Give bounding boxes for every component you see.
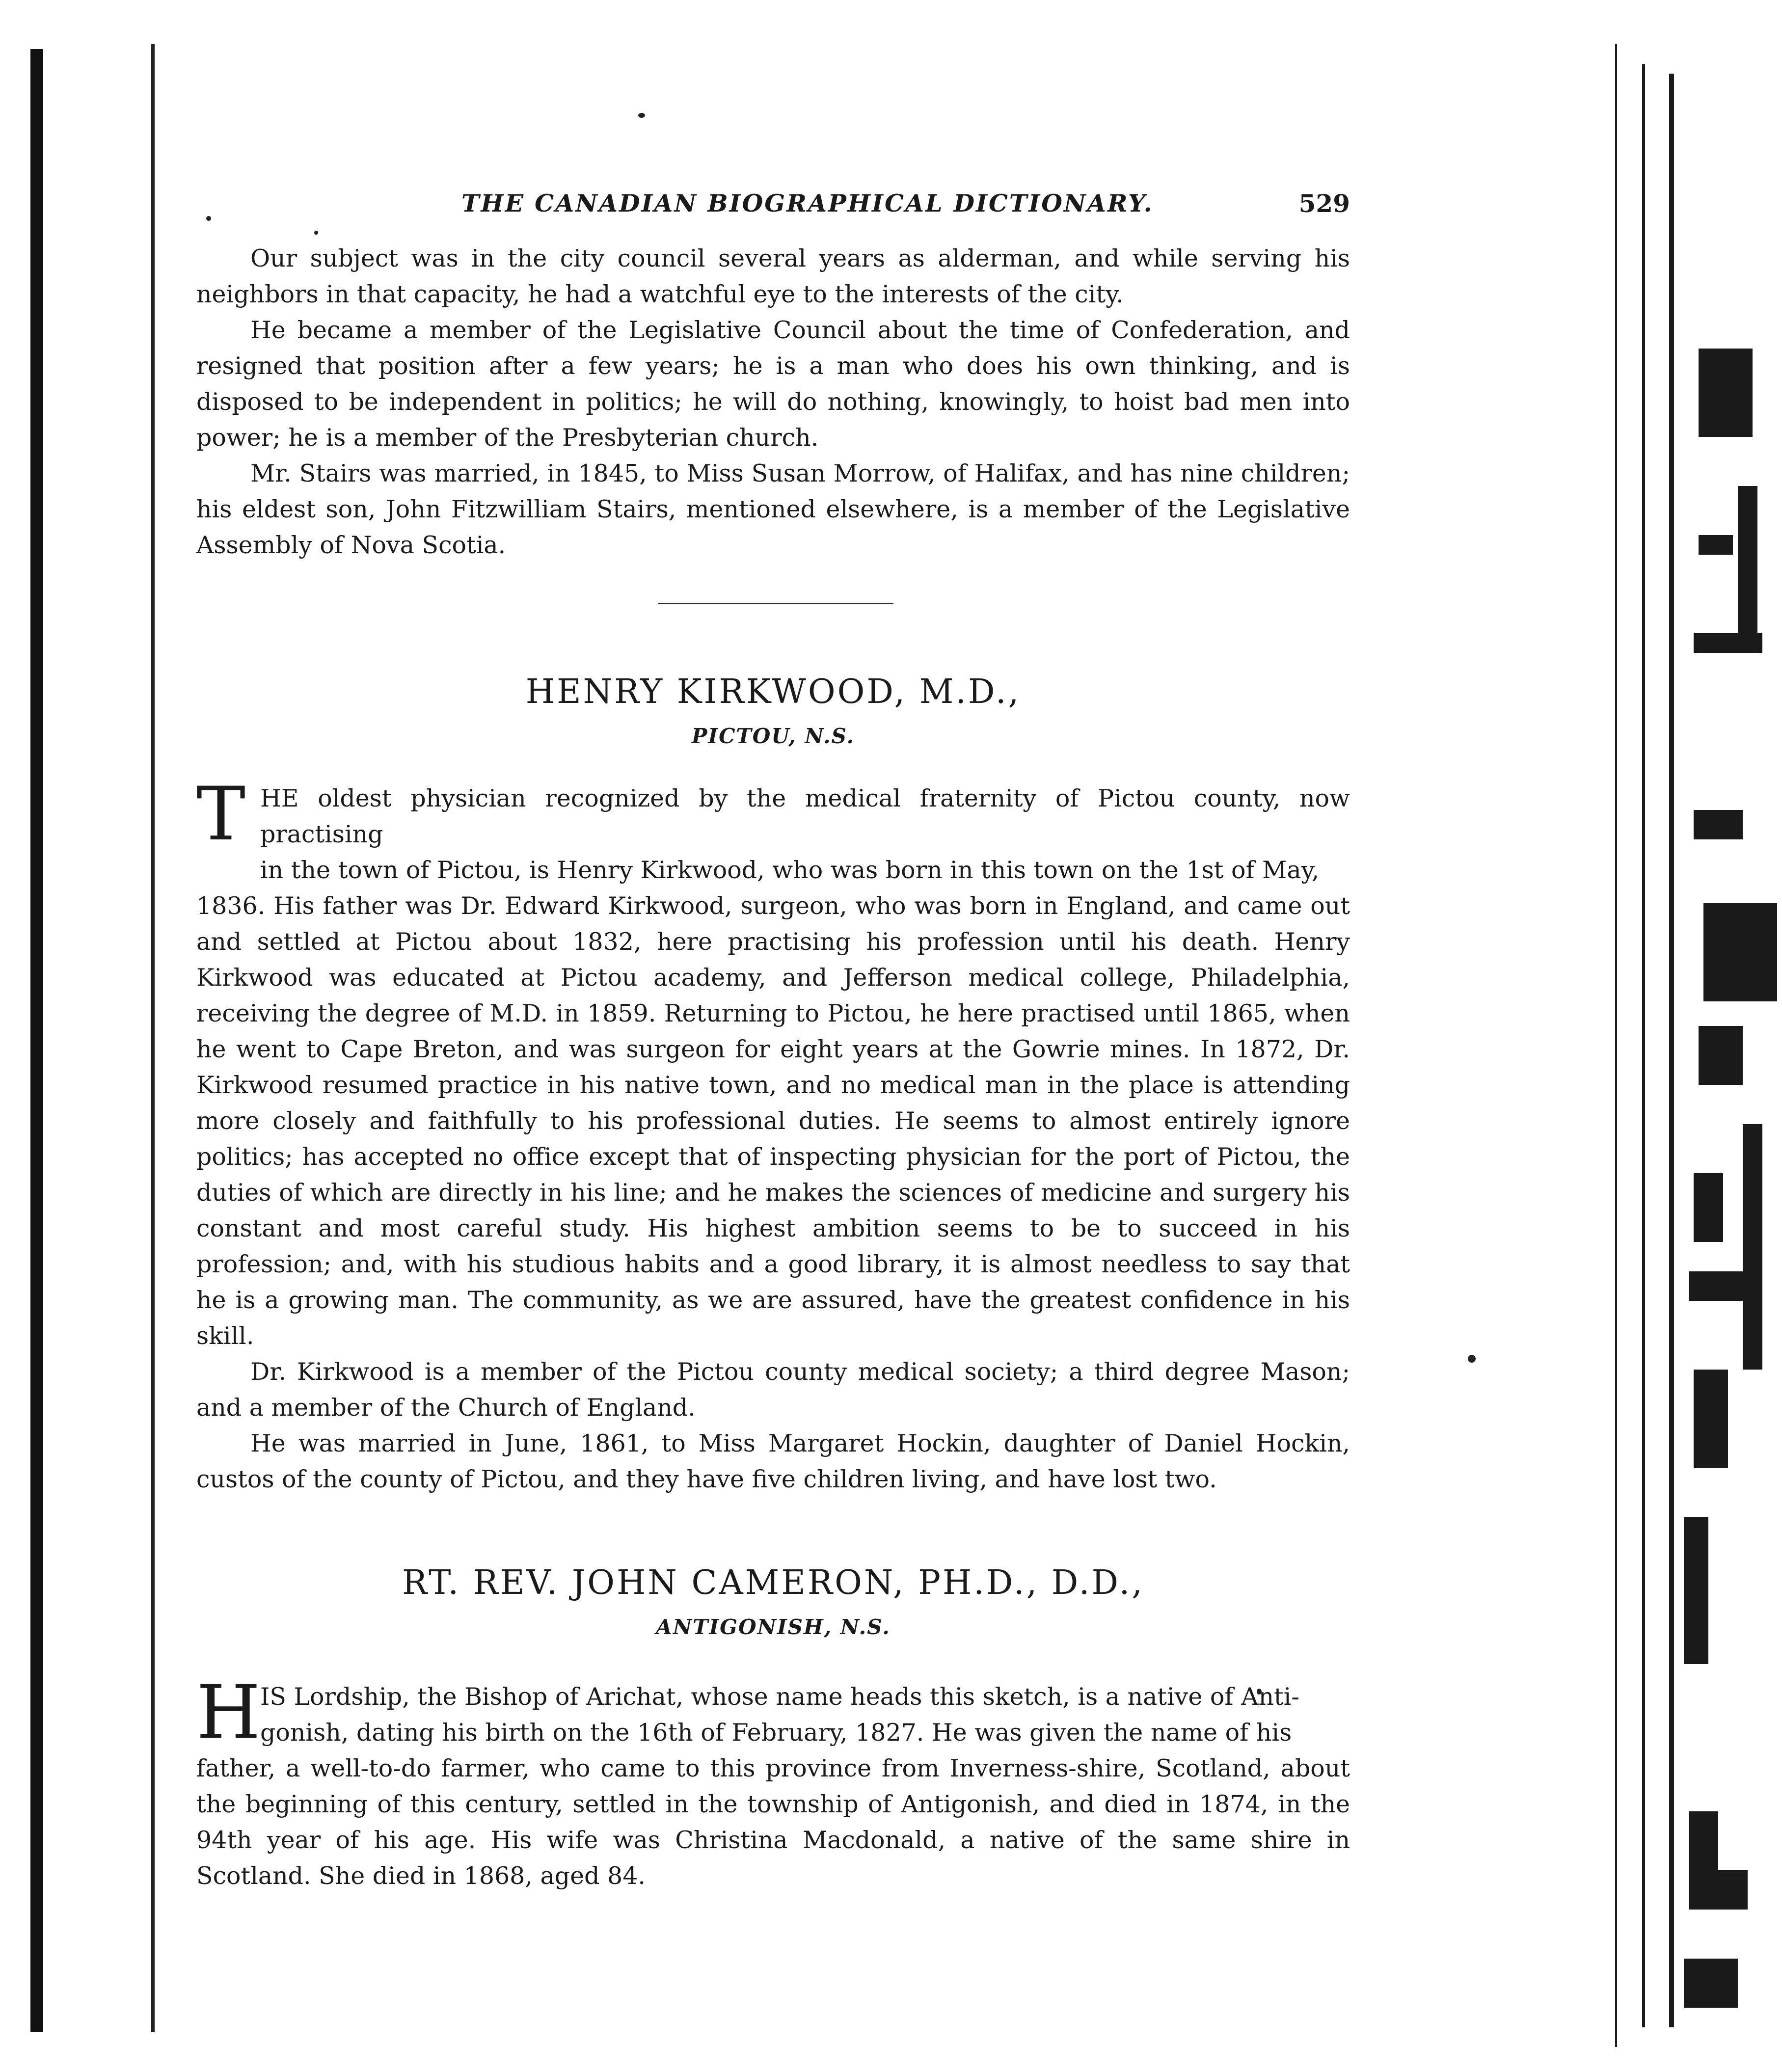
paragraph: father, a well-to-do farmer, who came to this province from Inverness-shire, Scotland, about the beginning of this century, settled in the township of Antigonish, and died in 1874, in the 94th year of his age. His wife was Christina Macdonald, a native of the same shire in Scotland. She died in 1868, aged 84. [196, 1754, 1350, 1890]
paragraph: 1836. His father was Dr. Edward Kirkwood, surgeon, who was born in England, and came out and settled at Pictou about 1832, here practising his profession until his death. Henry Kirkwood was educated at Pictou academy, and Jefferson medical college, Philadelphia, receiving the degree of M.D. in 1859. Returning to Pictou, he here practised until 1865, when he went to Cape Breton, and was surgeon for eight years at the Gowrie mines. In 1872, Dr. Kirkwood resumed practice in his native town, and no medical man in the place is attending more closely and faithfully to his professional duties. He seems to almost entirely ignore politics; has accepted no office except that of inspecting physician for the port of Pictou, the duties of which are directly in his line; and he makes the sciences of medicine and surgery his constant and most careful study. His highest ambition seems to be to succeed in his profession; and, with his studious habits and a good library, it is almost needless to say that he is a growing man. The community, as we are assured, have the greatest confidence in his skill. [196, 892, 1350, 1350]
cameron-heading [196, 1563, 1350, 1639]
stairs-continuation [196, 241, 1350, 563]
biography-name: HENRY KIRKWOOD, M.D., [525, 673, 1021, 711]
section-divider [658, 603, 893, 604]
binding-shadow [30, 49, 43, 2032]
kirkwood-heading [196, 673, 1350, 748]
second-line: in the town of Pictou, is Henry Kirkwood, who was born in this town on the 1st of May, [260, 856, 1320, 884]
first-line: IS Lordship, the Bishop of Arichat, whose name heads this sketch, is a native of Anti- [260, 1683, 1299, 1711]
paragraph: Our subject was in the city council several years as alderman, and while serving his neighbors in that capacity, he had a watchful eye to the interests of the city. [196, 244, 1350, 308]
page-number: 529 [1298, 189, 1350, 218]
drop-cap: H [196, 1670, 261, 1755]
second-line: gonish, dating his birth on the 16th of February, 1827. He was given the name of his [260, 1719, 1292, 1747]
paragraph: He was married in June, 1861, to Miss Margaret Hockin, daughter of Daniel Hockin, custos of the county of Pictou, and they have five children living, and have lost two. [196, 1429, 1350, 1493]
running-head [196, 189, 1350, 223]
first-line: HE oldest physician recognized by the medical fraternity of Pictou county, now practising [260, 784, 1350, 848]
biography-place: PICTOU, N.S. [691, 724, 855, 748]
running-title: THE CANADIAN BIOGRAPHICAL DICTIONARY. [461, 189, 1154, 217]
facing-page-bleed [1595, 44, 1782, 2047]
drop-cap: T [196, 772, 246, 857]
speck [314, 231, 318, 235]
gutter-line [151, 44, 155, 2032]
biography-name: RT. REV. JOHN CAMERON, PH.D., D.D., [402, 1563, 1144, 1602]
paragraph: Mr. Stairs was married, in 1845, to Miss Susan Morrow, of Halifax, and has nine children; his eldest son, John Fitzwilliam Stairs, mentioned elsewhere, is a member of the Legislative Assembly of Nova Scotia. [196, 459, 1350, 559]
biography-place: ANTIGONISH, N.S. [656, 1615, 891, 1639]
drop-cap-block [196, 772, 1350, 888]
cameron-body [196, 1670, 1350, 1894]
speck [1468, 1355, 1476, 1363]
drop-cap-block [196, 1670, 1350, 1755]
speck [638, 113, 645, 118]
paragraph: Dr. Kirkwood is a member of the Pictou county medical society; a third degree Mason; and a member of the Church of England. [196, 1358, 1350, 1422]
paragraph: He became a member of the Legislative Council about the time of Confederation, and resigned that position after a few years; he is a man who does his own thinking, and is disposed to be independent in politics; he will do nothing, knowingly, to hoist bad men into power; he is a member of the Presbyterian church. [196, 316, 1350, 452]
kirkwood-body [196, 772, 1350, 1497]
